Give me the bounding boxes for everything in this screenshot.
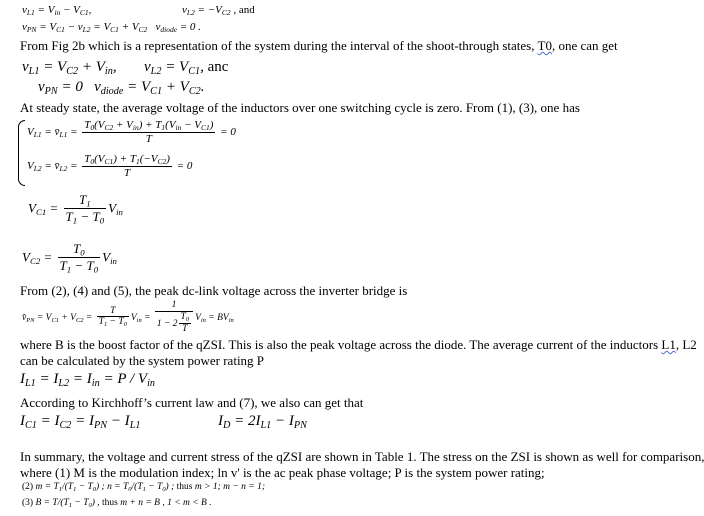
- equation-vpn-shoot: $v_{PN} = 0$ $v_{diode} = V_{C1} + V_{C2}$.: [38, 79, 205, 98]
- equation-vl1-average: $V_{L1}$ = $v̄_{L1}$ = $\frac{T_0(V_{C2} + V_{in}) + T_1(V_{in} - V_{C1})}{T}$ = 0: [27, 119, 236, 145]
- note-b-definition: (3) $B = T/(T_1 - T_0)$ , thus m + n = B , 1 < m < B .: [22, 498, 212, 509]
- equation-peak-voltage: $v̂_{PN} = V_{C1} + V_{C2}$ = $\frac{T}{T_1 - T_0}$ $V_{in}$ = 1 1 − 2 $\frac{T_0}{T}$ $V_{in} = BV_{in}$: [22, 300, 234, 334]
- paragraph-boost-factor-line2: can be calculated by the system power rating P: [20, 353, 265, 368]
- equation-vl1-active: $v_{L1} = V_{in} - V_{C1}$,: [22, 4, 92, 18]
- equation-capacitor-current: $I_{C1} = I_{C2} = I_{PN} - I_{L1}$: [20, 413, 141, 432]
- equation-system-brace: [18, 120, 25, 186]
- paragraph-shoot-through: From Fig 2b which is a representation of the system during the interval of the shoot-through states, T0, one can get: [20, 38, 618, 53]
- equation-vc2: $V_{C2}$ = $\frac{T_0}{T_1 - T_0}$ $V_{in}$: [22, 241, 117, 276]
- note-m-n-definition: (2) $m = T_1/(T_1 - T_0)$ ; $n = T_0/(T_1 - T_0)$ ; thus m > 1; m − n = 1;: [22, 482, 265, 493]
- paragraph-summary-line1: In summary, the voltage and current stress of the qZSI are shown in Table 1. The stress on the ZSI is shown as well for comparison,: [20, 449, 704, 464]
- equation-vc1: $V_{C1}$ = $\frac{T_1}{T_1 - T_0}$ $V_{in}$: [28, 192, 123, 227]
- equation-vl2-active: $v_{L2} = -V_{C2}$ , and: [182, 4, 255, 18]
- paragraph-peak-dc-link: From (2), (4) and (5), the peak dc-link voltage across the inverter bridge is: [20, 283, 408, 298]
- equation-diode-current: $I_D = 2I_{L1} - I_{PN}$: [218, 413, 307, 432]
- paragraph-kirchhoff: According to Kirchhoff’s current law and (7), we also can get that: [20, 395, 364, 410]
- paragraph-summary-line2: where (1) M is the modulation index; ln v' is the ac peak phase voltage; P is the system power rating;: [20, 465, 545, 480]
- equation-vl2-average: $V_{L2}$ = $v̄_{L2}$ = $\frac{T_0(V_{C1}) + T_1(-V_{C2})}{T}$ = 0: [27, 153, 193, 179]
- equation-inductor-current: $I_{L1} = I_{L2} = I_{in} = P / V_{in}$: [20, 371, 155, 390]
- equation-vl2-shoot: $v_{L2} = V_{C1}$, anc: [144, 59, 229, 78]
- paragraph-boost-factor-line1: where B is the boost factor of the qZSI. This is also the peak voltage across the diode. The average current of the inductors L1, L2: [20, 337, 697, 352]
- paragraph-steady-state: At steady state, the average voltage of the inductors over one switching cycle is zero. From (1), (3), one has: [20, 100, 580, 115]
- equation-vl1-shoot: $v_{L1} = V_{C2} + V_{in}$,: [22, 59, 117, 78]
- equation-vpn-active: $v_{PN} = V_{C1} - v_{L2} = V_{C1} + V_{C2}$ $v_{diode} = 0$ .: [22, 21, 201, 35]
